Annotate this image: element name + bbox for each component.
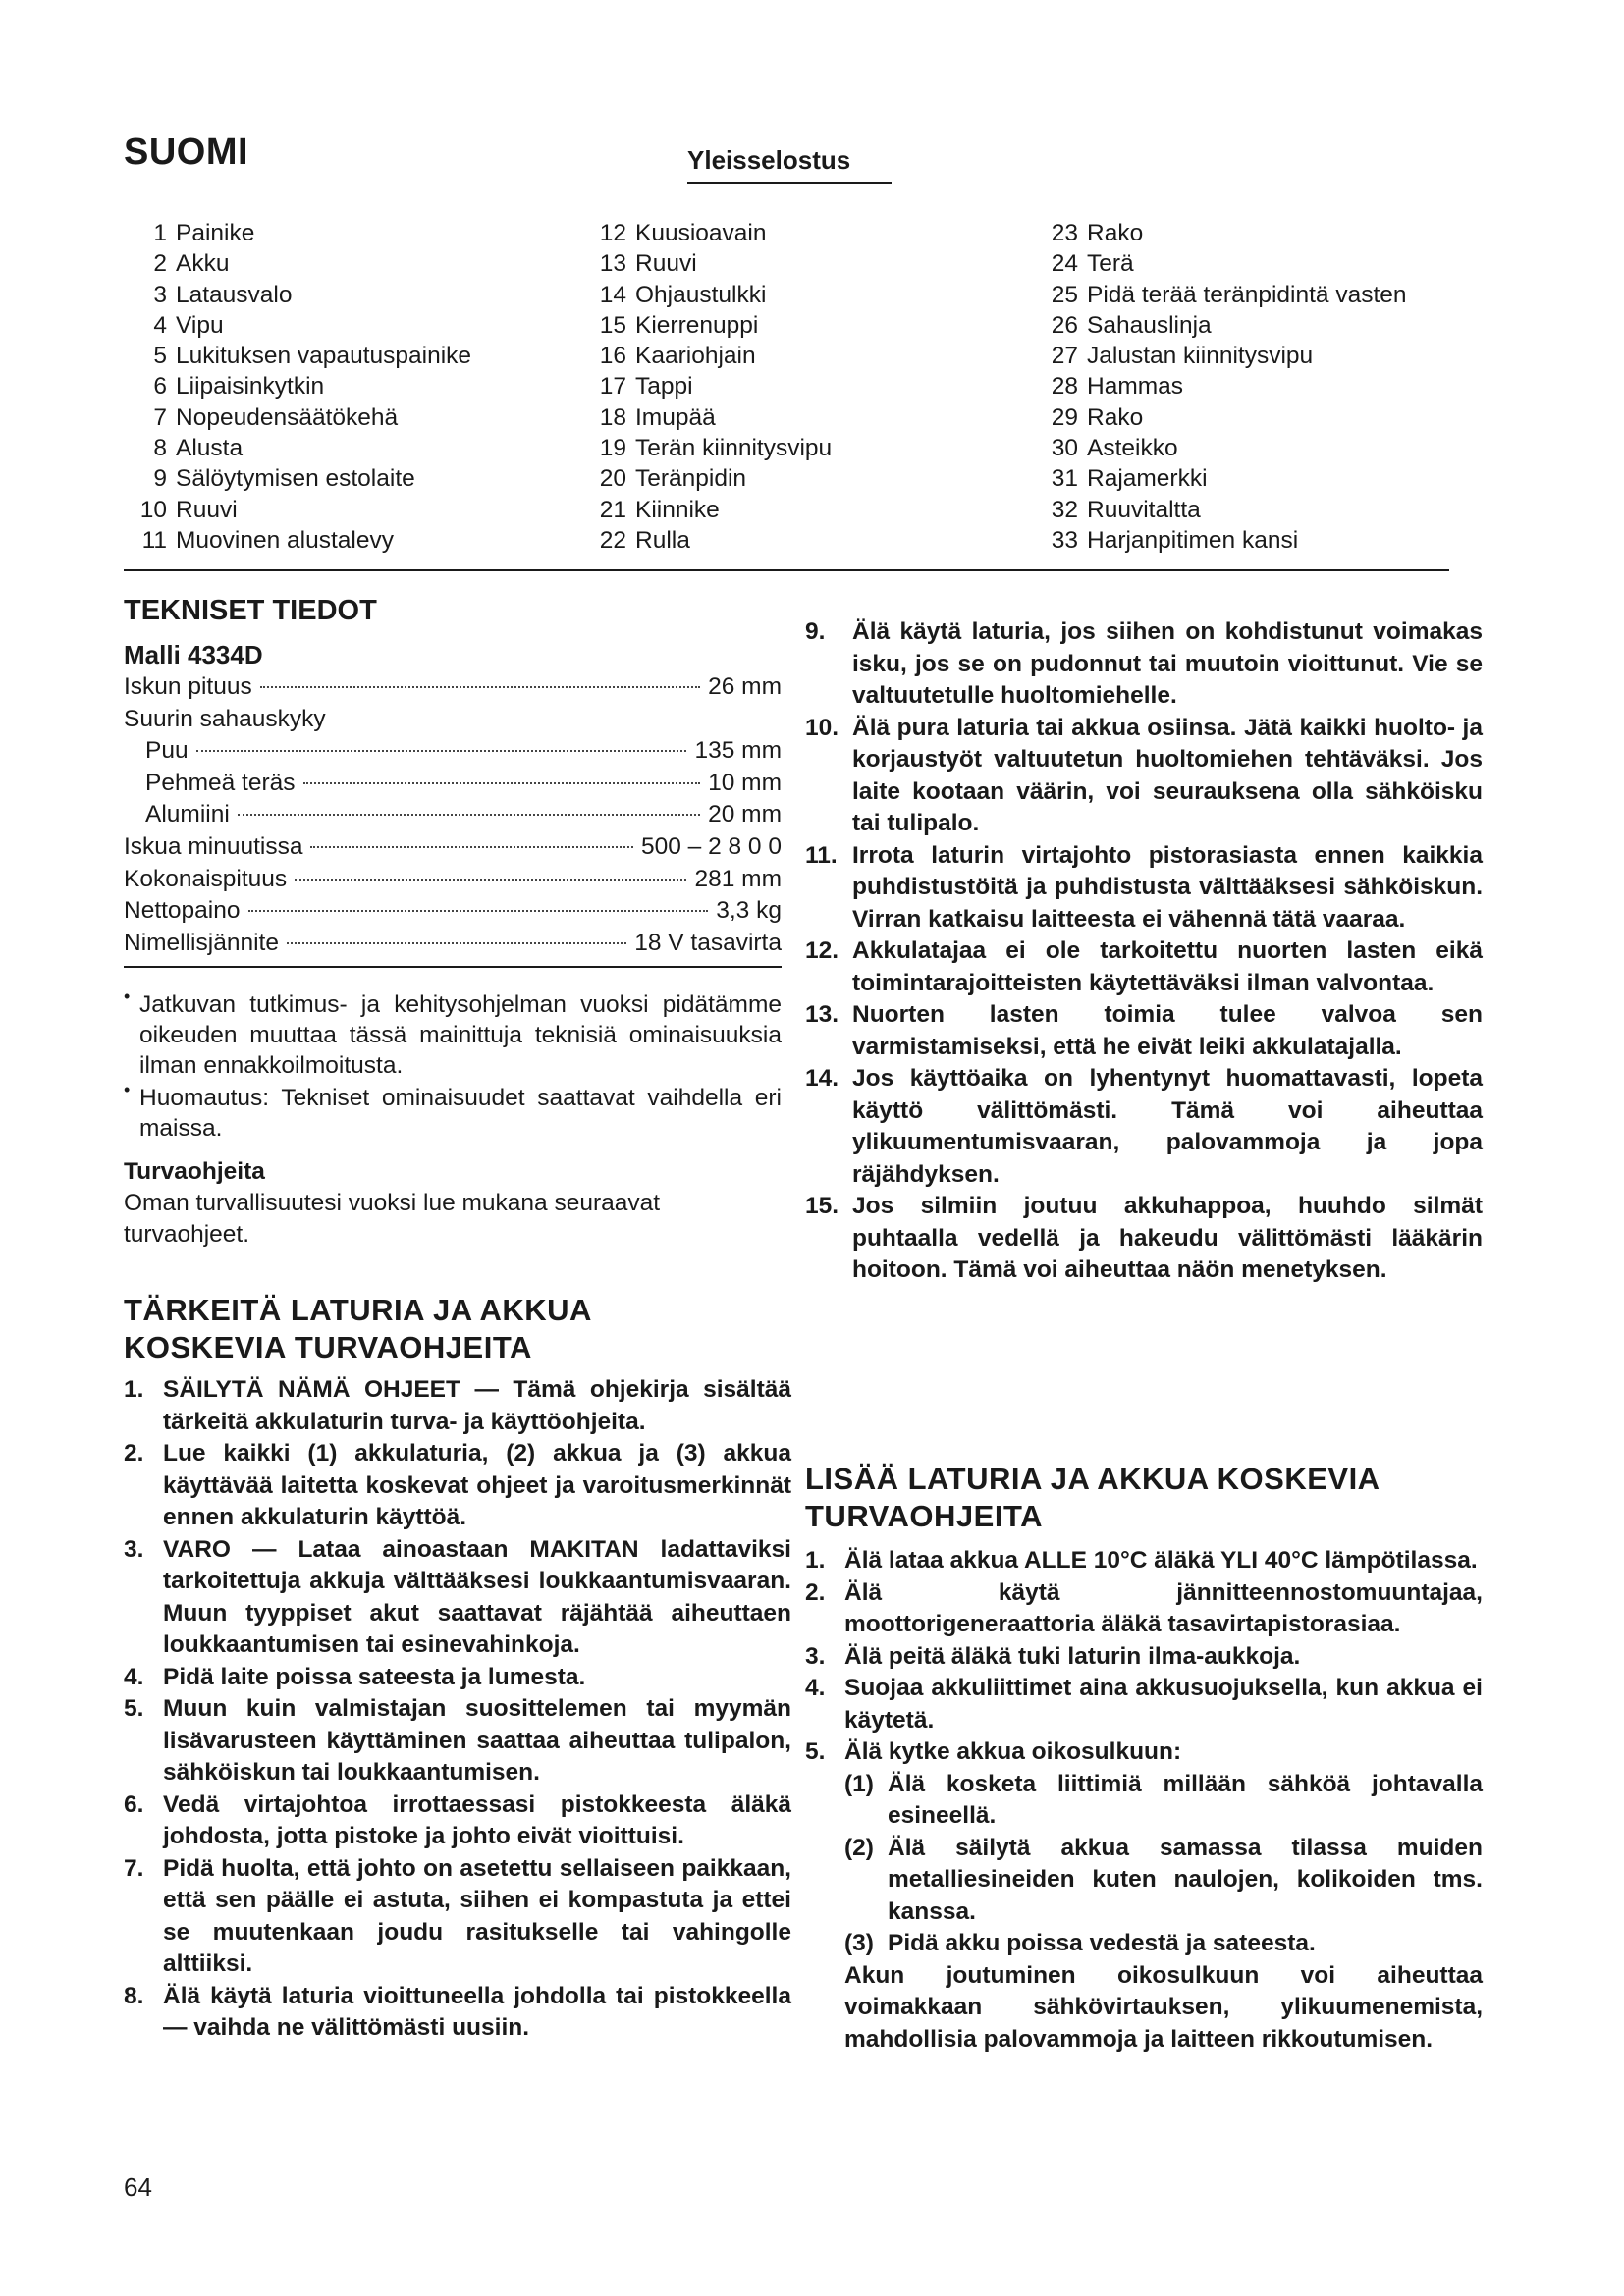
part-item: 30 Asteikko [1051, 435, 1178, 462]
parts-column-3 [1035, 218, 1407, 556]
part-item: 23 Rako [1051, 220, 1144, 246]
safety-item: 2. Älä käytä jännitteennostomuuntajaa, moottorigeneraattoria äläkä tasavirtapistorasiaa. [805, 1578, 1483, 1637]
spec-row: Suurin sahauskyky [124, 705, 326, 732]
part-item: 5 Lukituksen vapautuspainike [153, 343, 472, 370]
safety-item: 2. Lue kaikki (1) akkulaturia, (2) akkua ja (3) akkua käyttävää laitetta koskevat ohjeet ja varoitusmerkinnät ennen akkulaturin käyttöä. [124, 1440, 791, 1530]
spec-row: Alumiini 20 mm [145, 801, 782, 828]
safety-item: 3. VARO — Lataa ainoastaan MAKITAN ladattaviksi tarkoitettuja akkuja välttääksesi loukkaantumisvaaran. Muun tyyppiset akut saattavat räjähtää aiheuttaen loukkaantumisen tai esinevahinkoja. [124, 1535, 791, 1658]
part-item: 4 Vipu [153, 311, 224, 339]
part-item: 1 Painike [153, 220, 255, 246]
part-item: 13 Ruuvi [599, 250, 697, 278]
safety-item: 14. Jos käyttöaika on lyhentynyt huomattavasti, lopeta käyttö välittömästi. Tämä voi aiheuttaa ylikuumentumisvaaran, palovammoja ja jopa räjähdyksen. [805, 1065, 1483, 1188]
safety-intro-heading: Turvaohjeita [124, 1158, 265, 1185]
section-divider [124, 569, 1449, 571]
safety-subitem: (2) Älä säilytä akkua samassa tilassa muiden metalliesineiden kuten naulojen, kolikoiden tms. kanssa. [844, 1834, 1483, 1925]
part-item: 26 Sahauslinja [1051, 311, 1212, 339]
safety-subitem: (1) Älä kosketa liittimiä millään sähköä johtavalla esineellä. [844, 1770, 1483, 1829]
safety-item: 5. Älä kytke akkua oikosulkuun: [805, 1738, 1182, 1765]
safety-item: 3. Älä peitä äläkä tuki laturin ilma-aukkoja. [805, 1642, 1301, 1670]
note-item: • Huomautus: Tekniset ominaisuudet saattavat vaihdella eri maissa. [124, 1083, 782, 1144]
part-item: 27 Jalustan kiinnitysvipu [1051, 343, 1314, 370]
safety-item: 4. Suojaa akkuliittimet aina akkusuojuksella, kun akkua ei käytetä. [805, 1675, 1483, 1734]
part-item: 32 Ruuvitaltta [1051, 496, 1201, 523]
safety-item: 8. Älä käytä laturia vioittuneella johdolla tai pistokkeella — vaihda ne välittömästi uusiin. [124, 1982, 791, 2041]
safety-item: 15. Jos silmiin joutuu akkuhappoa, huuhdo silmät puhtaalla vedellä ja hakeudu välittömästi lääkärin hoitoon. Tämä voi aiheuttaa näön menetyksen. [805, 1193, 1483, 1283]
spec-table [124, 671, 782, 959]
safety-subitem: (3) Pidä akku poissa vedestä ja sateesta. [844, 1930, 1316, 1956]
spec-row: Iskun pituus 26 mm [124, 673, 782, 700]
part-item: 10 Ruuvi [139, 496, 238, 523]
part-item: 21 Kiinnike [599, 496, 720, 523]
safety-item: 12. Akkulatajaa ei ole tarkoitettu nuorten lasten eikä toimintarajoitteisten käytettäväksi ilman valvontaa. [805, 937, 1483, 996]
page-number: 64 [124, 2172, 152, 2202]
language-heading: SUOMI [124, 132, 249, 173]
safety-item: 5. Muun kuin valmistajan suosittelemen tai myymän lisävarusteen käyttäminen saattaa aiheuttaa tulipalon, sähköiskun tai loukkaantumisen. [124, 1695, 791, 1786]
part-item: 17 Tappi [599, 373, 693, 400]
charger-safety-list [124, 1374, 791, 2045]
part-item: 25 Pidä terää teränpidintä vasten [1051, 281, 1407, 308]
part-item: 11 Muovinen alustalevy [141, 526, 394, 554]
safety-item: 6. Vedä virtajohtoa irrottaessasi pistokkeesta äläkä johdosta, jotta pistoke ja johto eivät vioittuisi. [124, 1790, 791, 1849]
spec-row: Kokonaispituus 281 mm [124, 865, 782, 892]
safety-item: 1. SÄILYTÄ NÄMÄ OHJEET — Tämä ohjekirja sisältää tärkeitä akkulaturin turva- ja käyttöohjeita. [124, 1376, 791, 1435]
spec-row: Iskua minuutissa 500 – 2 8 0 0 [124, 832, 782, 860]
part-item: 2 Akku [153, 250, 230, 278]
spec-row: Nimellisjännite 18 V tasavirta [124, 929, 782, 956]
parts-column-2 [583, 218, 832, 556]
part-item: 24 Terä [1051, 250, 1134, 278]
safety-item: 9. Älä käytä laturia, jos siihen on kohdistunut voimakas isku, jos se on pudonnut tai muutoin vioittunut. Vie se valtuutetulle huoltomiehelle. [805, 618, 1483, 709]
part-item: 19 Terän kiinnitysvipu [599, 435, 833, 462]
part-item: 28 Hammas [1051, 373, 1184, 400]
parts-column-1 [124, 218, 471, 556]
part-item: 33 Harjanpitimen kansi [1051, 526, 1299, 554]
part-item: 15 Kierrenuppi [599, 311, 759, 339]
extra-safety-list [805, 1545, 1483, 2056]
part-item: 16 Kaariohjain [599, 343, 756, 370]
safety-item: 1. Älä lataa akkua ALLE 10°C äläkä YLI 40°C lämpötilassa. [805, 1547, 1478, 1574]
part-item: 7 Nopeudensäätökehä [153, 403, 399, 431]
part-item: 3 Latausvalo [153, 281, 293, 308]
part-item: 22 Rulla [599, 526, 690, 554]
section-title: Yleisselostus [687, 145, 892, 184]
charger-safety-list-continued [805, 616, 1483, 1287]
part-item: 29 Rako [1051, 403, 1144, 431]
part-item: 18 Imupää [599, 403, 716, 431]
safety-item: 11. Irrota laturin virtajohto pistorasiasta ennen kaikkia puhdistustöitä ja puhdistusta välttääksesi sähköiskun. Virran katkaisu laitteesta ei vähennä tätä vaaraa. [805, 841, 1483, 933]
part-item: 12 Kuusioavain [599, 220, 767, 246]
model-label: Malli 4334D [124, 640, 263, 669]
extra-safety-heading: LISÄÄ LATURIA JA AKKUA KOSKEVIA TURVAOHJEITA [805, 1462, 1380, 1533]
part-item: 31 Rajamerkki [1051, 465, 1208, 493]
part-item: 8 Alusta [153, 435, 244, 462]
part-item: 20 Teränpidin [599, 465, 747, 493]
spec-divider [124, 966, 782, 968]
charger-safety-heading: TÄRKEITÄ LATURIA JA AKKUA KOSKEVIA TURVAOHJEITA [124, 1293, 592, 1364]
safety-item: 4. Pidä laite poissa sateesta ja lumesta. [124, 1663, 586, 1690]
part-item: 9 Sälöytymisen estolaite [153, 465, 415, 493]
part-item: 14 Ohjaustulkki [599, 281, 767, 308]
safety-item: 13. Nuorten lasten toimia tulee valvoa sen varmistamiseksi, että he eivät leiki akkulatajalla. [805, 1001, 1483, 1060]
safety-item: 7. Pidä huolta, että johto on asetettu sellaiseen paikkaan, että sen päälle ei astuta, siihen ei kompastuta ja ettei se muutenkaan joudu rasitukselle tai vahingolle alttiiksi. [124, 1854, 791, 1977]
spec-notes [124, 989, 782, 1146]
safety-item: 10. Älä pura laturia tai akkua osiinsa. Jätä kaikki huolto- ja korjaustyöt valtuutetun huoltomiehen tehtäväksi. Jos laite kootaan väärin, voi seurauksena olla sähköisku tai tulipalo. [805, 714, 1483, 836]
spec-row: Puu 135 mm [145, 737, 782, 765]
safety-closing-text: Akun joutuminen oikosulkuun voi aiheuttaa voimakkaan sähkövirtauksen, ylikuumenemista, mahdollisia palovammoja ja laitteen rikkoutumisen. [844, 1961, 1483, 2053]
part-item: 6 Liipaisinkytkin [153, 373, 325, 400]
specs-heading: TEKNISET TIEDOT [124, 595, 377, 626]
spec-row: Pehmeä teräs 10 mm [145, 769, 782, 796]
spec-row: Nettopaino 3,3 kg [124, 897, 782, 925]
safety-intro-text: Oman turvallisuutesi vuoksi lue mukana seuraavat turvaohjeet. [124, 1190, 661, 1248]
note-item: • Jatkuvan tutkimus- ja kehitysohjelman vuoksi pidätämme oikeuden muuttaa tässä mainittuja teknisiä ominaisuuksia ilman ennakkoilmoitusta. [124, 989, 782, 1081]
